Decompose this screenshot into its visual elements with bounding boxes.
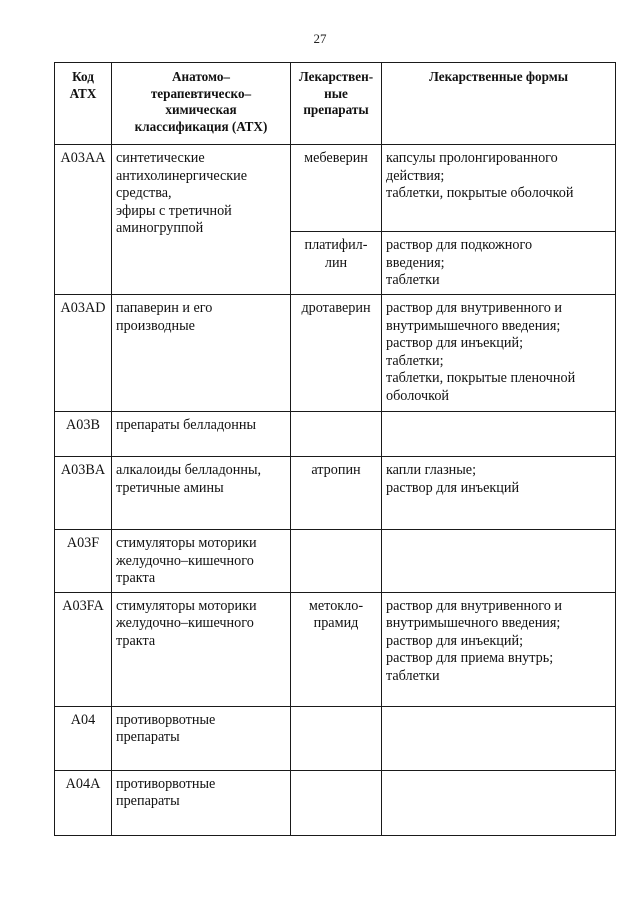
header-line: Код: [72, 69, 94, 84]
form-line: таблетки: [386, 667, 440, 684]
table-row: [55, 770, 616, 835]
form-line: капли глазные;: [386, 462, 477, 478]
classification-line: стимуляторы моторики: [116, 535, 257, 551]
table-row: [55, 706, 616, 770]
classification-line: производные: [116, 317, 195, 334]
drug-line: дротаверин: [301, 300, 371, 316]
header-code: [55, 63, 112, 145]
forms-cell: [382, 145, 616, 232]
form-line: внутримышечного введения;: [386, 615, 561, 631]
drug-line: прамид: [313, 615, 359, 631]
classification-line: противорвотные: [116, 775, 216, 792]
drug-cell: [291, 770, 382, 835]
classification-line: препараты белладонны: [116, 417, 256, 433]
classification-line: тракта: [116, 570, 156, 586]
header-line: АТХ: [69, 85, 97, 101]
forms-cell: [382, 412, 616, 457]
classification-line: третичные амины: [116, 479, 224, 496]
drug-cell: [291, 145, 382, 232]
forms-cell: [382, 295, 616, 412]
classification-cell: [112, 457, 291, 530]
header-line: Лекарствен-: [298, 69, 374, 84]
header-forms: [382, 63, 616, 145]
classification-line: стимуляторы моторики: [116, 597, 257, 614]
form-line: введения;: [386, 254, 445, 271]
header-drugs: [291, 63, 382, 145]
page-number: 27: [313, 31, 327, 46]
atx-code-cell: A03AA: [55, 145, 112, 295]
classification-line: средства,: [116, 185, 172, 201]
header-line: химическая: [165, 102, 237, 117]
form-line: раствор для приема внутрь;: [386, 650, 554, 666]
form-line: раствор для внутривенного и: [386, 300, 562, 316]
classification-cell: [112, 412, 291, 457]
classification-line: алкалоиды белладонны,: [116, 462, 262, 478]
atx-table: [54, 62, 616, 836]
atx-code-cell: A04A: [55, 770, 112, 835]
forms-cell: [382, 530, 616, 593]
header-line: терапевтическо–: [150, 85, 252, 101]
classification-line: желудочно–кишечного: [116, 552, 254, 569]
table-row: [55, 530, 616, 593]
form-line: раствор для подкожного: [386, 237, 533, 253]
forms-cell: [382, 592, 616, 706]
form-line: таблетки: [386, 272, 440, 288]
classification-line: синтетические: [116, 150, 205, 166]
forms-cell: [382, 770, 616, 835]
header-line: Лекарственные формы: [429, 69, 568, 84]
atx-code-cell: A03BA: [55, 457, 112, 530]
drug-line: атропин: [311, 462, 361, 478]
header-line: классификация (АТХ): [134, 118, 268, 134]
drug-line: платифил-: [304, 237, 368, 253]
atx-code-cell: A03FA: [55, 592, 112, 706]
form-line: таблетки;: [386, 352, 444, 369]
classification-cell: [112, 295, 291, 412]
table-row: [55, 592, 616, 706]
classification-line: тракта: [116, 632, 156, 649]
drug-cell: [291, 412, 382, 457]
drug-line: лин: [324, 254, 348, 271]
classification-cell: [112, 592, 291, 706]
drug-cell: [291, 706, 382, 770]
header-line: препараты: [303, 102, 369, 117]
classification-line: антихолинергические: [116, 167, 248, 184]
classification-line: препараты: [116, 729, 180, 745]
atx-code-cell: A04: [55, 706, 112, 770]
atx-code-cell: A03AD: [55, 295, 112, 412]
form-line: оболочкой: [386, 387, 450, 404]
form-line: раствор для внутривенного и: [386, 597, 562, 614]
classification-line: противорвотные: [116, 711, 216, 728]
table-row: [55, 145, 616, 232]
table-header-row: [55, 63, 616, 145]
form-line: таблетки, покрытые пленочной: [386, 370, 576, 386]
form-line: раствор для инъекций: [386, 479, 520, 496]
drug-line: метокло-: [308, 597, 364, 614]
header-line: Анатомо–: [171, 69, 231, 84]
form-line: раствор для инъекций;: [386, 335, 524, 351]
drug-cell: [291, 232, 382, 295]
drug-cell: [291, 530, 382, 593]
form-line: раствор для инъекций;: [386, 632, 524, 649]
classification-line: препараты: [116, 793, 180, 809]
classification-line: аминогруппой: [116, 220, 204, 236]
form-line: внутримышечного введения;: [386, 317, 561, 334]
header-line: ные: [324, 85, 348, 101]
classification-line: желудочно–кишечного: [116, 615, 254, 631]
drug-cell: [291, 592, 382, 706]
classification-line: папаверин и его: [116, 300, 213, 316]
atx-code-cell: A03B: [55, 412, 112, 457]
forms-cell: [382, 706, 616, 770]
atx-code-cell: A03F: [55, 530, 112, 593]
classification-line: эфиры с третичной: [116, 202, 232, 219]
header-classification: [112, 63, 291, 145]
drug-cell: [291, 295, 382, 412]
classification-cell: [112, 770, 291, 835]
classification-cell: [112, 530, 291, 593]
drug-line: мебеверин: [304, 150, 368, 166]
form-line: капсулы пролонгированного: [386, 150, 558, 166]
classification-cell: [112, 145, 291, 295]
drug-cell: [291, 457, 382, 530]
classification-cell: [112, 706, 291, 770]
forms-cell: [382, 232, 616, 295]
table-row: [55, 412, 616, 457]
form-line: таблетки, покрытые оболочкой: [386, 185, 574, 201]
table-row: [55, 457, 616, 530]
forms-cell: [382, 457, 616, 530]
table-row: [55, 295, 616, 412]
form-line: действия;: [386, 167, 445, 184]
